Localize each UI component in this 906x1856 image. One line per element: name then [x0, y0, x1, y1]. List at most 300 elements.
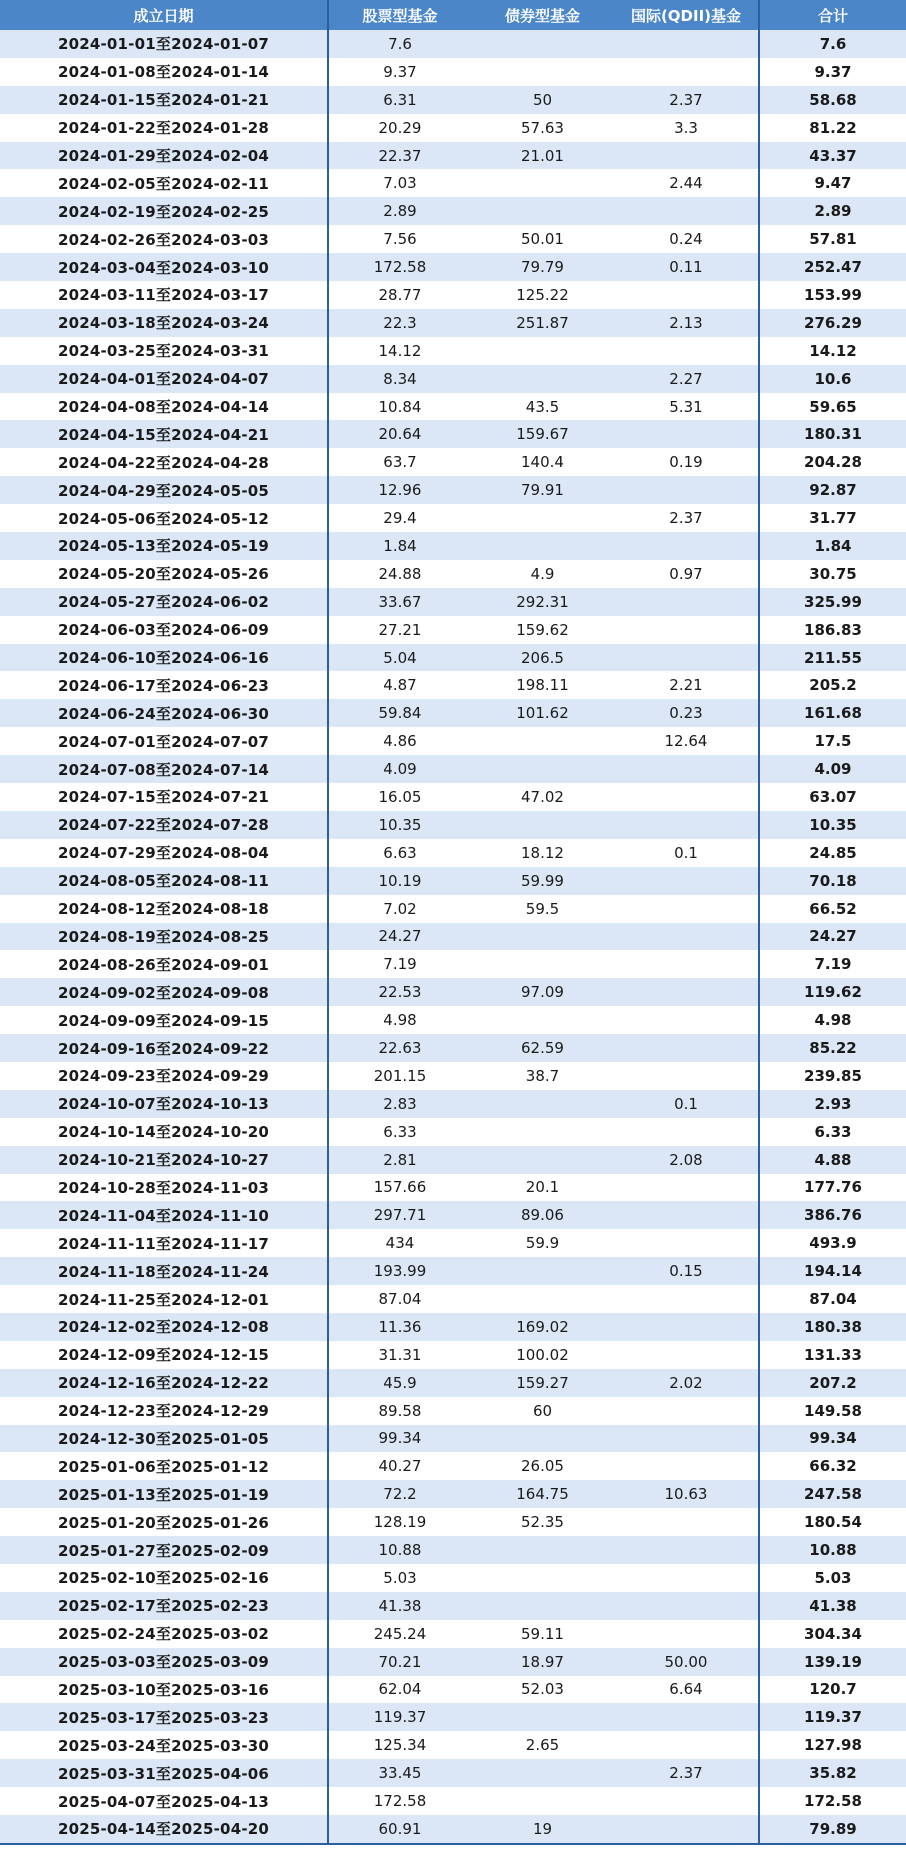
cell-total[interactable]: 4.98: [814, 1011, 852, 1030]
cell-total[interactable]: 180.38: [804, 1317, 862, 1336]
cell-date[interactable]: 2025-04-07至2025-04-13: [0, 1787, 328, 1815]
cell-qdii[interactable]: [614, 1815, 759, 1843]
cell-stock[interactable]: 14.12: [378, 341, 422, 360]
cell-qdii[interactable]: [614, 644, 759, 672]
cell-total[interactable]: 14.12: [809, 341, 857, 360]
cell-date[interactable]: 2024-07-08至2024-07-14: [0, 755, 328, 783]
cell-date[interactable]: 2024-09-09至2024-09-15: [0, 1006, 328, 1034]
cell-total[interactable]: 66.52: [809, 899, 857, 918]
cell-qdii[interactable]: 2.27: [614, 365, 759, 393]
cell-date[interactable]: 2025-04-14至2025-04-20: [0, 1815, 328, 1843]
cell-total[interactable]: 7.6: [819, 34, 847, 53]
cell-date[interactable]: 2024-09-02至2024-09-08: [0, 978, 328, 1006]
cell-total[interactable]: 2.93: [814, 1094, 852, 1113]
cell-stock[interactable]: 31.31: [378, 1345, 422, 1364]
cell-date[interactable]: 2024-01-22至2024-01-28: [0, 114, 328, 142]
cell-total[interactable]: 92.87: [809, 481, 857, 500]
cell-total[interactable]: 493.9: [809, 1234, 857, 1253]
cell-bond[interactable]: [471, 755, 614, 783]
cell-bond[interactable]: 50.01: [521, 230, 564, 249]
cell-qdii[interactable]: [614, 476, 759, 504]
cell-qdii[interactable]: [614, 1452, 759, 1480]
cell-total[interactable]: 81.22: [809, 118, 857, 137]
cell-total[interactable]: 186.83: [804, 620, 862, 639]
cell-qdii[interactable]: 0.1: [614, 1090, 759, 1118]
cell-qdii[interactable]: 2.13: [614, 309, 759, 337]
cell-bond[interactable]: 18.12: [521, 843, 564, 862]
cell-bond[interactable]: [471, 337, 614, 365]
cell-qdii[interactable]: 0.24: [614, 225, 759, 253]
cell-total[interactable]: 4.09: [814, 760, 852, 779]
cell-qdii[interactable]: [614, 616, 759, 644]
cell-qdii[interactable]: 6.64: [614, 1676, 759, 1704]
cell-total[interactable]: 120.7: [809, 1680, 857, 1699]
cell-qdii[interactable]: 2.37: [614, 1759, 759, 1787]
cell-date[interactable]: 2024-05-20至2024-05-26: [0, 560, 328, 588]
cell-bond[interactable]: 62.59: [521, 1039, 564, 1057]
cell-total[interactable]: 153.99: [804, 285, 862, 304]
cell-qdii[interactable]: 0.97: [614, 560, 759, 588]
cell-total[interactable]: 180.31: [804, 425, 862, 444]
cell-total[interactable]: 58.68: [809, 90, 857, 109]
cell-date[interactable]: 2024-06-10至2024-06-16: [0, 644, 328, 672]
cell-stock[interactable]: 2.83: [383, 1094, 417, 1113]
cell-total[interactable]: 10.88: [809, 1541, 857, 1560]
cell-date[interactable]: 2024-04-22至2024-04-28: [0, 448, 328, 476]
cell-date[interactable]: 2024-09-16至2024-09-22: [0, 1034, 328, 1062]
cell-bond[interactable]: 59.9: [525, 1234, 560, 1253]
cell-stock[interactable]: 10.35: [378, 815, 422, 834]
cell-bond[interactable]: [471, 1006, 614, 1034]
cell-stock[interactable]: 2.81: [383, 1150, 417, 1169]
cell-qdii[interactable]: [614, 895, 759, 923]
cell-total[interactable]: 87.04: [809, 1290, 857, 1309]
cell-total[interactable]: 1.84: [814, 536, 852, 555]
cell-bond[interactable]: 169.02: [516, 1317, 569, 1336]
cell-total[interactable]: 5.03: [814, 1568, 852, 1587]
cell-total[interactable]: 10.35: [809, 815, 857, 834]
cell-qdii[interactable]: [614, 1564, 759, 1592]
cell-stock[interactable]: 7.03: [383, 174, 417, 193]
cell-bond[interactable]: 159.27: [516, 1373, 569, 1392]
cell-stock[interactable]: 128.19: [373, 1513, 427, 1532]
cell-qdii[interactable]: 0.23: [614, 699, 759, 727]
cell-qdii[interactable]: 0.15: [614, 1257, 759, 1285]
cell-stock[interactable]: 87.04: [378, 1290, 422, 1309]
cell-date[interactable]: 2025-01-27至2025-02-09: [0, 1536, 328, 1564]
cell-bond[interactable]: 198.11: [516, 676, 569, 695]
cell-date[interactable]: 2024-10-21至2024-10-27: [0, 1146, 328, 1174]
cell-qdii[interactable]: [614, 58, 759, 86]
cell-total[interactable]: 127.98: [804, 1736, 862, 1755]
cell-total[interactable]: 85.22: [809, 1039, 857, 1057]
cell-qdii[interactable]: 0.19: [614, 448, 759, 476]
cell-date[interactable]: 2024-12-16至2024-12-22: [0, 1369, 328, 1397]
cell-bond[interactable]: 21.01: [521, 146, 564, 165]
cell-date[interactable]: 2025-02-10至2025-02-16: [0, 1564, 328, 1592]
cell-total[interactable]: 7.19: [814, 955, 852, 974]
cell-bond[interactable]: [471, 1257, 614, 1285]
cell-total[interactable]: 70.18: [809, 871, 857, 890]
cell-qdii[interactable]: [614, 1508, 759, 1536]
cell-date[interactable]: 2024-08-12至2024-08-18: [0, 895, 328, 923]
cell-date[interactable]: 2024-04-29至2024-05-05: [0, 476, 328, 504]
cell-date[interactable]: 2024-01-29至2024-02-04: [0, 142, 328, 170]
cell-total[interactable]: 239.85: [804, 1066, 862, 1085]
cell-total[interactable]: 247.58: [804, 1485, 862, 1504]
cell-date[interactable]: 2024-08-05至2024-08-11: [0, 867, 328, 895]
cell-qdii[interactable]: [614, 532, 759, 560]
cell-stock[interactable]: 16.05: [378, 787, 422, 806]
cell-stock[interactable]: 40.27: [378, 1457, 422, 1476]
cell-qdii[interactable]: 0.11: [614, 253, 759, 281]
cell-date[interactable]: 2025-03-17至2025-03-23: [0, 1703, 328, 1731]
cell-bond[interactable]: [471, 365, 614, 393]
cell-total[interactable]: 30.75: [809, 564, 857, 583]
cell-qdii[interactable]: [614, 1703, 759, 1731]
cell-date[interactable]: 2024-12-02至2024-12-08: [0, 1313, 328, 1341]
cell-date[interactable]: 2025-03-24至2025-03-30: [0, 1731, 328, 1759]
cell-date[interactable]: 2024-04-08至2024-04-14: [0, 393, 328, 421]
cell-stock[interactable]: 6.63: [383, 843, 417, 862]
cell-stock[interactable]: 193.99: [373, 1262, 427, 1281]
cell-stock[interactable]: 297.71: [373, 1206, 427, 1225]
cell-total[interactable]: 24.85: [809, 843, 857, 862]
column-header-total[interactable]: 合计: [817, 6, 848, 25]
cell-stock[interactable]: 10.19: [378, 871, 422, 890]
cell-date[interactable]: 2024-04-01至2024-04-07: [0, 365, 328, 393]
cell-date[interactable]: 2024-11-04至2024-11-10: [0, 1201, 328, 1229]
cell-qdii[interactable]: 2.08: [614, 1146, 759, 1174]
cell-date[interactable]: 2024-05-06至2024-05-12: [0, 504, 328, 532]
cell-qdii[interactable]: [614, 1006, 759, 1034]
cell-date[interactable]: 2024-01-15至2024-01-21: [0, 86, 328, 114]
cell-total[interactable]: 17.5: [814, 732, 852, 751]
cell-stock[interactable]: 10.84: [378, 397, 422, 416]
cell-total[interactable]: 180.54: [804, 1513, 862, 1532]
cell-date[interactable]: 2024-09-23至2024-09-29: [0, 1062, 328, 1090]
cell-date[interactable]: 2024-07-15至2024-07-21: [0, 783, 328, 811]
cell-bond[interactable]: 59.99: [521, 871, 564, 890]
cell-total[interactable]: 252.47: [804, 258, 862, 277]
cell-total[interactable]: 161.68: [804, 704, 862, 723]
cell-qdii[interactable]: 3.3: [614, 114, 759, 142]
cell-stock[interactable]: 172.58: [373, 1792, 427, 1811]
cell-qdii[interactable]: 10.63: [614, 1480, 759, 1508]
cell-qdii[interactable]: [614, 1620, 759, 1648]
cell-date[interactable]: 2025-03-03至2025-03-09: [0, 1648, 328, 1676]
cell-qdii[interactable]: [614, 755, 759, 783]
cell-stock[interactable]: 62.04: [378, 1680, 422, 1699]
cell-total[interactable]: 207.2: [809, 1373, 857, 1392]
cell-date[interactable]: 2024-07-29至2024-08-04: [0, 839, 328, 867]
cell-stock[interactable]: 7.56: [383, 230, 417, 249]
column-header-qdii[interactable]: 国际(QDII)基金: [614, 0, 759, 30]
cell-qdii[interactable]: [614, 197, 759, 225]
cell-qdii[interactable]: [614, 281, 759, 309]
cell-bond[interactable]: 125.22: [516, 285, 569, 304]
cell-bond[interactable]: [471, 950, 614, 978]
cell-date[interactable]: 2024-05-27至2024-06-02: [0, 588, 328, 616]
cell-stock[interactable]: 33.67: [378, 592, 422, 611]
cell-bond[interactable]: [471, 1787, 614, 1815]
cell-qdii[interactable]: [614, 1397, 759, 1425]
cell-stock[interactable]: 45.9: [383, 1373, 417, 1392]
cell-stock[interactable]: 7.19: [383, 955, 417, 974]
cell-date[interactable]: 2024-11-25至2024-12-01: [0, 1285, 328, 1313]
cell-bond[interactable]: [471, 1703, 614, 1731]
cell-qdii[interactable]: [614, 1118, 759, 1146]
cell-total[interactable]: 35.82: [809, 1764, 857, 1783]
cell-bond[interactable]: [471, 1536, 614, 1564]
cell-date[interactable]: 2024-10-14至2024-10-20: [0, 1118, 328, 1146]
cell-total[interactable]: 10.6: [814, 369, 852, 388]
cell-total[interactable]: 276.29: [804, 313, 862, 332]
cell-qdii[interactable]: [614, 1592, 759, 1620]
cell-bond[interactable]: 60: [532, 1401, 553, 1420]
cell-bond[interactable]: [471, 1118, 614, 1146]
cell-bond[interactable]: [471, 1425, 614, 1453]
cell-qdii[interactable]: [614, 1062, 759, 1090]
cell-bond[interactable]: 50: [532, 90, 553, 109]
column-header-stock[interactable]: 股票型基金: [362, 6, 438, 25]
cell-total[interactable]: 59.65: [809, 397, 857, 416]
cell-total[interactable]: 204.28: [804, 453, 862, 472]
cell-stock[interactable]: 22.63: [378, 1039, 422, 1057]
cell-total[interactable]: 63.07: [809, 787, 857, 806]
cell-qdii[interactable]: [614, 1201, 759, 1229]
cell-stock[interactable]: 59.84: [378, 704, 422, 723]
cell-stock[interactable]: 24.27: [378, 927, 422, 946]
cell-qdii[interactable]: 2.37: [614, 504, 759, 532]
cell-qdii[interactable]: [614, 1174, 759, 1202]
cell-date[interactable]: 2024-10-28至2024-11-03: [0, 1174, 328, 1202]
cell-date[interactable]: 2024-12-09至2024-12-15: [0, 1341, 328, 1369]
cell-total[interactable]: 205.2: [809, 676, 857, 695]
cell-bond[interactable]: [471, 1146, 614, 1174]
cell-bond[interactable]: 26.05: [521, 1457, 564, 1476]
cell-stock[interactable]: 27.21: [378, 620, 422, 639]
cell-stock[interactable]: 63.7: [383, 453, 417, 472]
cell-stock[interactable]: 10.88: [378, 1541, 422, 1560]
cell-date[interactable]: 2024-04-15至2024-04-21: [0, 420, 328, 448]
cell-stock[interactable]: 9.37: [383, 62, 417, 81]
cell-bond[interactable]: [471, 727, 614, 755]
cell-date[interactable]: 2024-11-11至2024-11-17: [0, 1229, 328, 1257]
cell-stock[interactable]: 245.24: [373, 1624, 427, 1643]
cell-stock[interactable]: 12.96: [378, 481, 422, 500]
cell-stock[interactable]: 33.45: [378, 1764, 422, 1783]
cell-date[interactable]: 2025-01-13至2025-01-19: [0, 1480, 328, 1508]
cell-bond[interactable]: 2.65: [525, 1736, 560, 1755]
cell-bond[interactable]: 4.9: [530, 564, 555, 583]
cell-date[interactable]: 2024-02-19至2024-02-25: [0, 197, 328, 225]
cell-date[interactable]: 2024-06-24至2024-06-30: [0, 699, 328, 727]
cell-stock[interactable]: 99.34: [378, 1429, 422, 1448]
cell-total[interactable]: 177.76: [804, 1178, 862, 1197]
cell-bond[interactable]: [471, 811, 614, 839]
cell-total[interactable]: 119.37: [804, 1708, 862, 1727]
cell-date[interactable]: 2024-12-23至2024-12-29: [0, 1397, 328, 1425]
cell-bond[interactable]: 164.75: [516, 1485, 569, 1504]
cell-bond[interactable]: 159.62: [516, 620, 569, 639]
cell-qdii[interactable]: [614, 1425, 759, 1453]
cell-bond[interactable]: 79.91: [521, 481, 564, 500]
cell-stock[interactable]: 125.34: [373, 1736, 427, 1755]
cell-bond[interactable]: 159.67: [516, 425, 569, 444]
cell-bond[interactable]: 18.97: [521, 1652, 564, 1671]
cell-date[interactable]: 2025-03-10至2025-03-16: [0, 1676, 328, 1704]
cell-qdii[interactable]: 12.64: [614, 727, 759, 755]
cell-total[interactable]: 66.32: [809, 1457, 857, 1476]
cell-stock[interactable]: 7.02: [383, 899, 417, 918]
cell-date[interactable]: 2024-01-08至2024-01-14: [0, 58, 328, 86]
cell-stock[interactable]: 1.84: [383, 536, 417, 555]
column-header-date[interactable]: 成立日期: [0, 0, 328, 30]
cell-date[interactable]: 2025-02-24至2025-03-02: [0, 1620, 328, 1648]
cell-stock[interactable]: 70.21: [378, 1652, 422, 1671]
cell-stock[interactable]: 4.86: [383, 732, 417, 751]
cell-qdii[interactable]: 50.00: [614, 1648, 759, 1676]
cell-stock[interactable]: 22.3: [383, 313, 417, 332]
cell-qdii[interactable]: 2.37: [614, 86, 759, 114]
column-header-bond[interactable]: 债券型基金: [504, 6, 580, 25]
cell-date[interactable]: 2024-03-04至2024-03-10: [0, 253, 328, 281]
cell-date[interactable]: 2024-03-25至2024-03-31: [0, 337, 328, 365]
cell-stock[interactable]: 28.77: [378, 285, 422, 304]
cell-stock[interactable]: 72.2: [383, 1485, 417, 1504]
cell-total[interactable]: 57.81: [809, 230, 857, 249]
cell-date[interactable]: 2024-03-18至2024-03-24: [0, 309, 328, 337]
cell-qdii[interactable]: [614, 1731, 759, 1759]
cell-stock[interactable]: 201.15: [373, 1066, 427, 1085]
cell-qdii[interactable]: [614, 1313, 759, 1341]
cell-stock[interactable]: 6.31: [383, 90, 417, 109]
cell-total[interactable]: 211.55: [804, 648, 862, 667]
cell-stock[interactable]: 4.87: [383, 676, 417, 695]
cell-total[interactable]: 131.33: [804, 1345, 862, 1364]
cell-stock[interactable]: 434: [385, 1234, 415, 1253]
cell-date[interactable]: 2024-01-01至2024-01-07: [0, 30, 328, 58]
cell-stock[interactable]: 41.38: [378, 1596, 422, 1615]
cell-total[interactable]: 172.58: [804, 1792, 862, 1811]
cell-qdii[interactable]: [614, 950, 759, 978]
cell-bond[interactable]: 19: [532, 1819, 553, 1838]
cell-bond[interactable]: 52.35: [521, 1513, 564, 1532]
cell-bond[interactable]: [471, 1285, 614, 1313]
cell-total[interactable]: 6.33: [814, 1122, 852, 1141]
cell-qdii[interactable]: [614, 30, 759, 58]
cell-qdii[interactable]: [614, 1229, 759, 1257]
cell-qdii[interactable]: [614, 1285, 759, 1313]
cell-stock[interactable]: 8.34: [383, 369, 417, 388]
cell-qdii[interactable]: [614, 1536, 759, 1564]
cell-total[interactable]: 99.34: [809, 1429, 857, 1448]
cell-date[interactable]: 2024-07-01至2024-07-07: [0, 727, 328, 755]
cell-total[interactable]: 9.37: [814, 62, 852, 81]
cell-total[interactable]: 325.99: [804, 592, 862, 611]
cell-stock[interactable]: 157.66: [373, 1178, 427, 1197]
cell-qdii[interactable]: [614, 783, 759, 811]
cell-date[interactable]: 2024-06-17至2024-06-23: [0, 671, 328, 699]
cell-qdii[interactable]: 2.21: [614, 671, 759, 699]
cell-qdii[interactable]: 2.44: [614, 169, 759, 197]
cell-stock[interactable]: 20.29: [378, 118, 422, 137]
cell-qdii[interactable]: [614, 978, 759, 1006]
cell-bond[interactable]: 59.11: [521, 1624, 564, 1643]
cell-total[interactable]: 31.77: [809, 509, 857, 528]
cell-date[interactable]: 2024-02-05至2024-02-11: [0, 169, 328, 197]
cell-bond[interactable]: 38.7: [525, 1066, 560, 1085]
cell-total[interactable]: 304.34: [804, 1624, 862, 1643]
cell-date[interactable]: 2025-01-06至2025-01-12: [0, 1452, 328, 1480]
cell-qdii[interactable]: 5.31: [614, 393, 759, 421]
cell-qdii[interactable]: [614, 420, 759, 448]
cell-bond[interactable]: 79.79: [521, 258, 564, 277]
cell-date[interactable]: 2024-10-07至2024-10-13: [0, 1090, 328, 1118]
cell-stock[interactable]: 5.03: [383, 1568, 417, 1587]
cell-date[interactable]: 2024-05-13至2024-05-19: [0, 532, 328, 560]
cell-total[interactable]: 41.38: [809, 1596, 857, 1615]
cell-qdii[interactable]: [614, 142, 759, 170]
cell-stock[interactable]: 11.36: [378, 1317, 422, 1336]
cell-date[interactable]: 2024-02-26至2024-03-03: [0, 225, 328, 253]
cell-date[interactable]: 2025-03-31至2025-04-06: [0, 1759, 328, 1787]
cell-total[interactable]: 119.62: [804, 983, 862, 1002]
cell-bond[interactable]: 206.5: [521, 648, 564, 667]
cell-bond[interactable]: [471, 504, 614, 532]
cell-stock[interactable]: 172.58: [373, 258, 427, 277]
cell-bond[interactable]: 97.09: [521, 983, 564, 1002]
cell-stock[interactable]: 119.37: [373, 1708, 427, 1727]
cell-stock[interactable]: 6.33: [383, 1122, 417, 1141]
cell-stock[interactable]: 24.88: [378, 564, 422, 583]
cell-qdii[interactable]: [614, 1034, 759, 1062]
cell-bond[interactable]: 101.62: [516, 704, 569, 723]
cell-bond[interactable]: 59.5: [525, 899, 560, 918]
cell-qdii[interactable]: [614, 923, 759, 951]
cell-total[interactable]: 24.27: [809, 927, 857, 946]
cell-bond[interactable]: [471, 169, 614, 197]
cell-bond[interactable]: 20.1: [525, 1178, 560, 1197]
cell-total[interactable]: 2.89: [814, 202, 852, 221]
cell-bond[interactable]: [471, 532, 614, 560]
cell-date[interactable]: 2024-07-22至2024-07-28: [0, 811, 328, 839]
cell-qdii[interactable]: [614, 867, 759, 895]
cell-stock[interactable]: 22.53: [378, 983, 422, 1002]
cell-total[interactable]: 194.14: [804, 1262, 862, 1281]
cell-total[interactable]: 79.89: [809, 1819, 857, 1838]
cell-stock[interactable]: 60.91: [378, 1819, 422, 1838]
cell-total[interactable]: 9.47: [814, 174, 852, 193]
cell-date[interactable]: 2025-02-17至2025-02-23: [0, 1592, 328, 1620]
cell-bond[interactable]: 89.06: [521, 1206, 564, 1225]
cell-total[interactable]: 149.58: [804, 1401, 862, 1420]
cell-bond[interactable]: 43.5: [525, 397, 560, 416]
cell-bond[interactable]: 52.03: [521, 1680, 564, 1699]
cell-date[interactable]: 2025-01-20至2025-01-26: [0, 1508, 328, 1536]
cell-stock[interactable]: 4.98: [383, 1011, 417, 1030]
cell-bond[interactable]: [471, 58, 614, 86]
cell-stock[interactable]: 2.89: [383, 202, 417, 221]
cell-stock[interactable]: 7.6: [388, 34, 412, 53]
cell-stock[interactable]: 5.04: [383, 648, 417, 667]
cell-date[interactable]: 2024-08-26至2024-09-01: [0, 950, 328, 978]
cell-bond[interactable]: [471, 1090, 614, 1118]
cell-bond[interactable]: [471, 1759, 614, 1787]
cell-date[interactable]: 2024-03-11至2024-03-17: [0, 281, 328, 309]
cell-bond[interactable]: [471, 1592, 614, 1620]
